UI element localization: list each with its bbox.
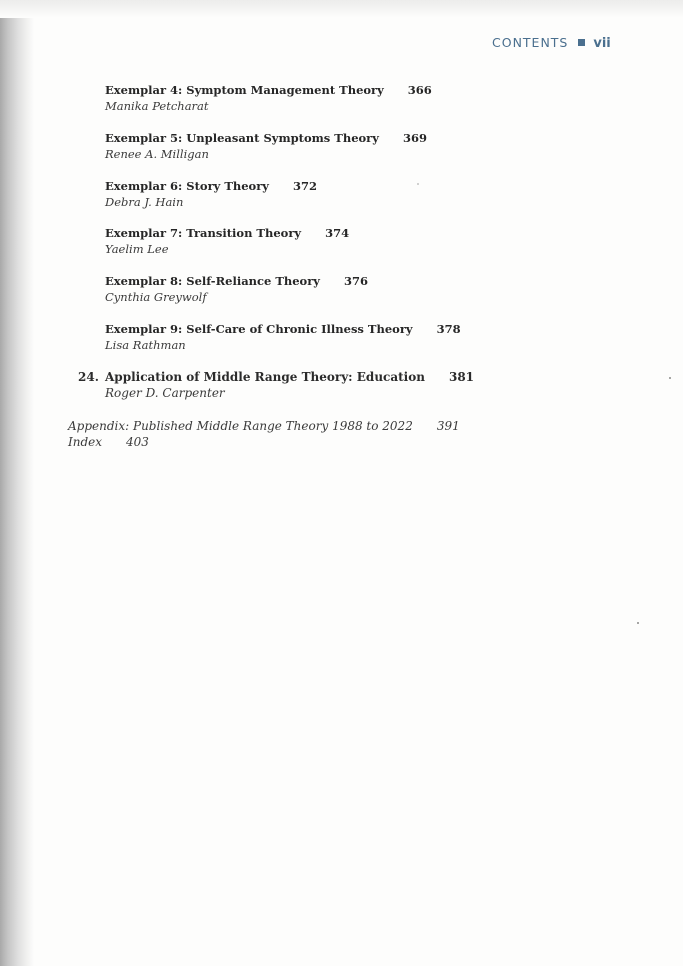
chapter-author: Roger D. Carpenter [105,386,225,400]
page-number: vii [593,36,611,51]
running-head [492,35,611,51]
toc-index[interactable] [68,434,149,450]
index-page: 403 [126,435,149,449]
chapter-page: 381 [448,370,475,384]
entry-author: Debra J. Hain [105,195,184,209]
toc-appendix[interactable] [68,418,460,434]
entry-title: Exemplar 5: Unpleasant Symptoms Theory [105,131,379,145]
entry-title: Exemplar 6: Story Theory [105,179,269,193]
scan-speck [417,183,419,185]
scan-speck [637,622,639,624]
toc-entry-exemplar-7[interactable] [105,225,349,257]
entry-page: 372 [292,179,317,193]
toc-entry-exemplar-5[interactable] [105,130,427,162]
toc-chapter-24[interactable] [78,369,474,401]
entry-page: 369 [402,131,427,145]
entry-page: 374 [325,226,350,240]
entry-author: Cynthia Greywolf [105,290,207,304]
toc-entry-exemplar-9[interactable] [105,321,461,353]
entry-page: 376 [343,274,368,288]
chapter-title: Application of Middle Range Theory: Education [105,370,425,384]
entry-title: Exemplar 7: Transition Theory [105,226,302,240]
entry-title: Exemplar 8: Self-Reliance Theory [105,274,320,288]
entry-title: Exemplar 4: Symptom Management Theory [105,83,384,97]
chapter-number: 24. [78,370,99,384]
book-spine-shadow [0,0,34,966]
entry-author: Manika Petcharat [105,99,209,113]
entry-title: Exemplar 9: Self-Care of Chronic Illness Theory [105,322,413,336]
entry-author: Yaelim Lee [105,242,169,256]
entry-page: 366 [407,83,432,97]
scan-speck [669,377,671,379]
appendix-title: Appendix: Published Middle Range Theory 1988 to 2022 [68,419,413,433]
entry-page: 378 [436,322,461,336]
toc-entry-exemplar-8[interactable] [105,273,368,305]
toc-entry-exemplar-4[interactable] [105,82,432,114]
toc-entry-exemplar-6[interactable] [105,178,317,210]
entry-author: Renee A. Milligan [105,147,209,161]
running-head-label: CONTENTS [492,35,569,50]
entry-author: Lisa Rathman [105,338,186,352]
top-shadow [0,0,683,18]
square-bullet-icon [578,39,585,46]
appendix-page: 391 [436,419,460,433]
index-title: Index [68,435,103,449]
